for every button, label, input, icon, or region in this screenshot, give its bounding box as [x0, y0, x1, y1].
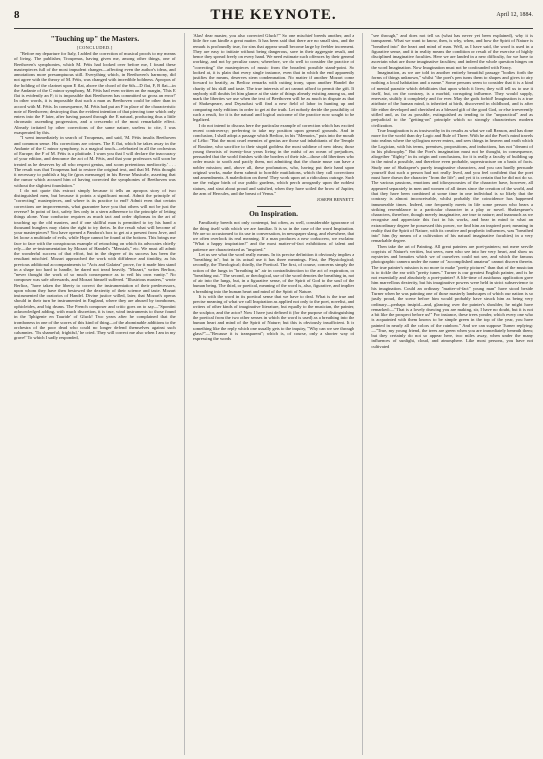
issue-date: April 12, 1884.: [496, 12, 533, 18]
paragraph: It is with the word in its poetical sense that we have to deal. What is the true and precise meaning of what we call Inspiration as applied not only to the poet, novelist, and writers of other kinds of imaginative literature, but equally to the musician, the painter, the sculptor, and the actor? Now I have just defined it (for the purpose of distinguishing the poetical from the two other senses in which the word is used) as a breathing into the human heart and mind of the Spirit of Nature; but this is obviously insufficient. It is something like the reply which one usually gets to the inquiry, "Why can we see through glass?"—"Because it is transparent"; which is, of course, only a shorter way of expressing the words: [192, 293, 355, 342]
paragraph: True Imagination is as trustworthy in its results as what we call Reason, and has done more for the world than dry Logic and Rule of Three. With he aid the Poet's mind travels into realms where the syllogism never enters, and sees things in heaven and earth which the Logician, with his terms, premises, propositions, and inductions, has not "dreamt of in his philosophy." But the Poet's imagination must not be thought, in consequence, altogether "flighty" in its origin and conclusions, for it is really a faculty of building up in the mind a possible, and therefore even probable, superstructure on a basis of facts. Study one of Shakspere's purely imaginative characters, and you can hardly persuade yourself that such a person had not really lived, and you feel confident that the poet must have drawn the character "from the life"; and yet it is certain that he did not do so. The various passions, emotions and idiosyncrasies of the character have, however, all appeared separately in men and women of all times since the creation of the world, and that they have been combined at some time in one individual is so likely that the contrary is almost inconceivable, whilst probably the coincidence has happened innumerable times. Indeed, one frequently meets in life some person who bears a striking resemblance to a particular character in a play or novel. Shakespeare's characters, therefore, though merely imaginative, are true to nature; and inasmuch as we recognise and appreciate this fact in his works, and bear in mind to what an extraordinary degree he possessed this power, we find him an inspired poet; meaning in reality that the Spirit of Nature, with its creative and prophetic influences, was "breathed into" him (by means of a cultivation of his natural imaginative faculties) in a very remarkable degree.: [371, 127, 534, 244]
column-divider: [362, 33, 363, 755]
paragraph: Then take the art of Painting. All great painters are poet-painters; not mere servile copyists of Nature's verities, but seers, men who see into her very heart, and show us mysteries and beauties which we of ourselves could not see, and which the famous photographic camera under the name of "accomplished amateur" cannot discern therein. The true painter's mission is no more to make "pretty pictures" than that of the musician is to tickle the ear with "pretty tunes." Turner is our greatest English painter, and is he not essentially and absolutely a poet-painter? A life-time of assiduous application gave him marvellous dexterity, but his imaginative powers were held in strict subservience to his imagination. Could an ordinary "matter-of-fact" young man" have stood beside Turner when he was painting one of those masterly landscapes of which our nation is so justly proud, the scene before him would probably have struck him as being very ordinary—perhaps insipid—and, glancing over the painter's shoulder, he might have remarked:—"That is a lovely drawing you are making, sir, I have no doubt, but it is not a bit like the prospect before us!" For instance, these trees yonder, which every one who is acquainted with them knows to be simple green in the top of the year, you have painted in nearly all the colors of the rainbow." And we can suppose Turner replying:—"True, my young friend, the trees are green when you are immediately beneath them; but they certainly do not so appear here, two miles away, when under the many influences of sunlight, cloud, and atmosphere. Like most persons, you have not cultivated: [371, 243, 534, 349]
concluded-label: [CONCLUDED.]: [76, 45, 113, 50]
columns: [14, 33, 533, 755]
paragraph: Imagination, as we are told in another entirely beautiful passage "bodies forth the forms of things unknown," whilst "the poet's pen turns them to shapes and gives to airy nothing a local habitation and a name." Some persons seem to consider that it is a kind of mental parasite which debilitates that upon which it lives; they will tell us to use it itself, but, on the contrary, is a morbid, corrupting influence. They would supply, enervate, stultify it completely and for ever. May the gods forbid! Imagination is a true attribute of the human mind, is inherited at birth, discovered in childhood, and is after life either developed and cherished as a blessed gift of the good God, or else irreverently stifled and, as far as possible, extinguished as tending to the "unpractical" and as prejudicial to the "getting-on" principle which so strongly characterises modern civilization.: [371, 69, 534, 128]
column-3: [371, 33, 533, 755]
paragraph: 'Alas! dear master, you also corrected Gluck!'" So one mischief breeds another, and a little fire can kindle a great matter. It has been said that there are no small sins, and the remark is profoundly true, for sins that appear small become large by feebler increment. They are easy to initiate without being dangerous, save in their aggregate result, and hence they spread freely on every hand. We need estimate such offences by their general working, and not by peculiar cases; wherefore, we do well to consider the practice of "correcting" the masterpieces of music from the broadest possible stand-point. So looked at, it is plain that every single instance, even that in which the end apparently justifies the means, deserves stern condemnation. No matter if another Mozart come forward to beatify, as Berlioz remarks with cutting irony, upon another Handel the charity of his skill and taste. The true interests of art cannot afford to permit the gift. If anybody still doubts let him glance at the state of things already existing among us, and mark the liberties we use when the text of Beethoven will be as much in dispute as that of Shakespeare, and Dryasdust will find a new field of labor in hunting up and comparing early editions in order to get at the truth. Let nobody deride the possibility of such a result, for it is the natural and logical outcome of the practice now sought to be legalized.: [192, 33, 355, 123]
column-2: [193, 33, 355, 755]
paragraph: "I went immediately in search of Troupenas, and said, 'M. Fétis insults Beethoven and common sense. His corrections are crimes. The E flat, which he takes away in the Andante of the C minor symphony, is a magical touch—celebrated in all the orchestras of Europe; the F of M. Fétis is a platitude. I warn you that I will declare the inaccuracy of your edition, and denounce the act of M. Fétis, and that your professors will soon be treated as he deserves by all who respect genius, and scorn pretentious mediocrity.' . . . The result was that Troupenas had to restore the original text, and that M. Fétis thought it necessary to publish a big lie (gros mensonge) in his Revue Musicale, asserting that the rumor which accused him of having corrected the symphonies of Beethoven was without the slightest foundation.": [14, 135, 176, 188]
paragraph: Familiarity breeds not only contempt, but often, as well, considerable ignorance of the thing itself with which we are familiar. It is so in the case of the word Inspiration. We are so accustomed to its use in conversation, in newspaper slang, and elsewhere, that we often overlook its real meaning. If a man produces a new corkscrew, we exclaim: "What a happy inspiration!" and the most matter-of-fact exhibitions of talent and patience are characterized as "inspired.": [192, 220, 355, 252]
paragraph: I do not intend to discuss here the particular example of correction which has excited recent controversy; preferring to take my position upon general grounds. And in conclusion, I shall adopt a passage which Berlioz, in his "Memoirs," puts into the mouth of Lélio: "But the most cruel enemies of genius are those sad inhabitants of the Temple of Routine, who sacrifice to their stupid goddess the most sublime of new ideas; those young theorists of twenty-four years living in the midst of an ocean of prejudices, persuaded that the world finishes with the borders of their isle—those old libertines who order music to sooth and pacify them, not admitting that the chaste muse can have a nobler mission; and, above all, these profanators, who, having put their hand upon original works, make them submit to horrible mutilations, which they call corrections and amendments. A malediction on them! They work upon art a ridiculous outrage. Such are the vulgar birds of our public gardens, which perch arrogantly upon the noblest statues, and strut about proud and satisfied, when they have soiled the brow of Jupiter, the arm of Hercules, and the breast of Venus.": [192, 122, 355, 196]
page-number: 8: [14, 9, 20, 21]
masthead: [14, 2, 533, 29]
column-1: [14, 33, 176, 755]
paragraph: I do not quote this extract simply because it tells an apropos story of two distinguished men, but because it points a significant moral. Admit the principle of "correcting" masterpieces, and where is its practice to end? Admit even that certain corrections are improvements, what guarantee have you that others will not be just the reverse? In point of fact, safety lies only in a stern adherence to the principle of letting things alone. Your conductor requires as much tact and order diplomas in the art of touching up the old masters, and if one skillful man is permitted to try his hand a thousand bunglers may claim the right to try theirs. In the result what will become of your masterpieces? You have opened a Pandora's box to get at a present from Jove, and let loose a multitude of evils, while Hope cannot be found at the bottom. This brings me face to face with the conspicuous example of retouching on which its advocates chiefly rely—the re-instrumentation by Mozart of Handel's "Messiah," etc. We must all admit the wonderful success of that effort, but in the degree of its success has been the resultant mischief. Mozart approached the work with diffidence and timidity, as his previous additional accompaniments to "Acis and Galatea" prove, for it made him stand in a shape too hard to handle, he dared not tread heavily. "Mozart," writes Berlioz, "never thought the work of so much consequence as to veil his own vanity." No composer was safe afterwards, and Mozart himself suffered. "Illustrious masters," wrote Berlioz, "have taken the liberty to correct the instrumentation of their predecessors, upon whom they have then bestowed the dexterity of their science and taste. Mozart instrumented the oratorios of Handel. Divine justice willed, later, that Mozart's operas should in their turn be instrumented in England, where they are abused by trombones, ophicleides, and big drums. The French composer and critic goes on to say—"Spontini acknowledged adding, with much discretion, it is true, wind instruments to those found in the 'Iphigenie en Tauride' of Gluck! Two years after he complained that the tromboness in one of the scores of this kind of thing—of the abominable additions to the orchestra of the poor dead who could no longer defend themselves against such calumnies. 'Tis shameful; frightful,' he cried. They will correct me also when I am in my grave!' To which I sadly responded,: [14, 187, 176, 341]
paragraph: "see through," and does not tell us (what has never yet been explained), why it is transparent. What we want to know, then, is why, when, and how the Spirit of Nature is "breathed into" the heart and mind of man. Well, as I have said, the word is used in a figurative sense, and it in reality means the condition or result of the exercise of highly disciplined imaginative faculties. Here we are landed in a new difficulty, for we have to ascertain what are those imaginative faculties; and indeed the whole question hinges on the word Imagination. Now Imagination must not be confounded with Fancy.: [371, 33, 534, 70]
newspaper-title: THE KEYNOTE.: [210, 6, 337, 23]
article-title-on-inspiration: On Inspiration.: [249, 209, 298, 219]
section-divider: [257, 206, 291, 207]
article-title-touching-up: "Touching up" the Masters.: [50, 34, 140, 43]
author-signature: JOSEPH BENNETT.: [316, 197, 355, 203]
paragraph: "Before my departure for Italy, I added the correction of musical proofs to my means of living. The publisher, Troupenas, having given me, among other things, one of Beethoven's symphonies, which M. Fétis had looked over before me, I found these masterpieces full of the most impudent changes—affecting even the author's ideas, and annotations more presumptuous still. Everything which, in Beethoven's harmony, did not agree with the theory of M. Fétis, was changed with incredible boldness. Apropos of the holding of the clarinet upon E flat, above the chord of the 6th—D flat, F, B flat—in the Andante of the C minor symphony, M. Fétis had even written on the margin, 'This E flat is evidently an F; it is impossible that Beethoven has committed so gross an error!' In other words, it is impossible that such a man as Beethoven could be other than in accord with M. Fétis. In consequence, M. Fétis had put an F in place of the characteristic note of Beethoven; destroying thus the evident intention of that piercing tone which only enters into the F later, after having passed through the E natural, producing thus a little chromatic ascending progression, and a crescendo of the most remarkable effect. Already irritated by other corrections of the same nature, useless to cite, I was exasperated by this.: [14, 51, 176, 135]
paragraph: Let us see what the word really means. In its precise definition it obviously implies a "breathing in"; but in its actual use it has three meanings. First, the Physiological; secondly, the Theological; thirdly, the Poetical. The first, of course, concerns simply the action of the lungs in "breathing in" air in contradistinction to the act of expiration, or "breathing out." The second, or theological, use of the word denotes the breathing in, not of air into the lungs, but, in a figurative sense, of the Spirit of God to the soul of the human being. The third, or poetical, meaning of the word is, also, figurative, and implies a breathing into the human heart and mind of the Spirit of Nature.: [192, 251, 355, 294]
column-divider: [184, 33, 185, 755]
